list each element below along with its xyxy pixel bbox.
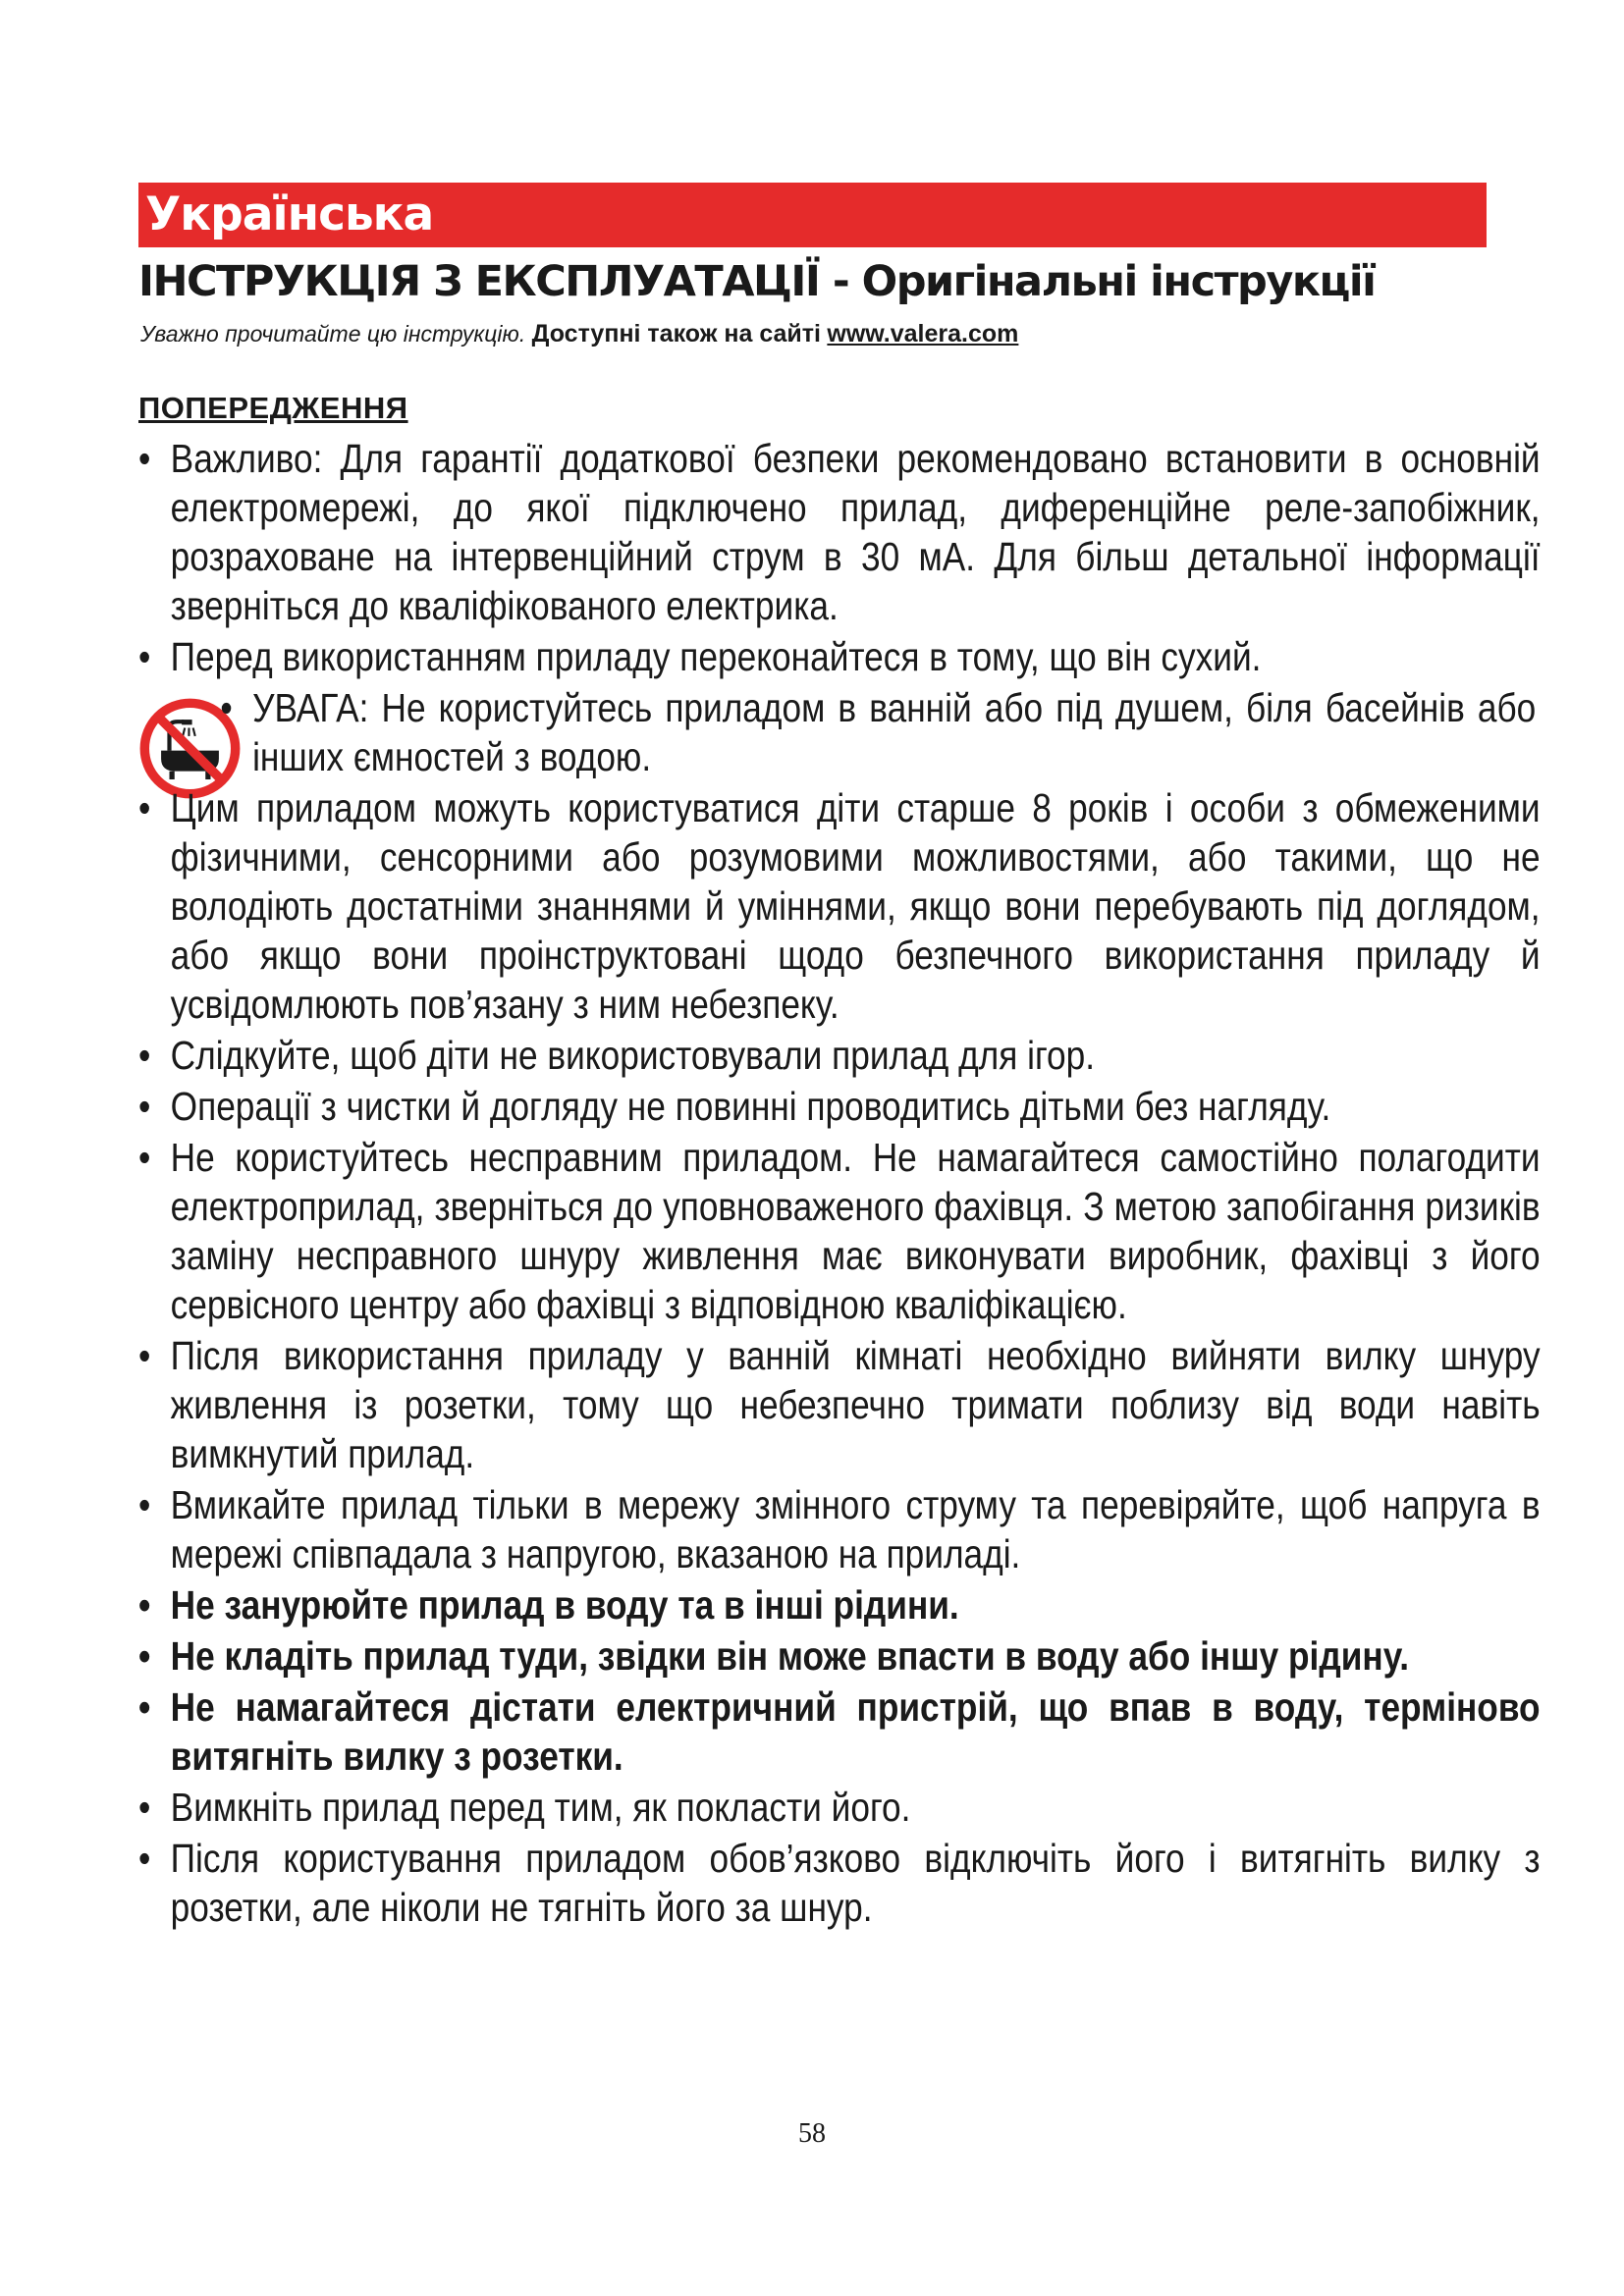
warning-item-bath	[138, 683, 1536, 781]
warning-item-faulty-device	[138, 1133, 1541, 1329]
warnings-heading: ПОПЕРЕДЖЕННЯ	[138, 391, 408, 425]
bullet: •	[138, 1785, 151, 1830]
subtitle	[140, 320, 1018, 348]
available-online-note: Доступні також на сайті	[531, 320, 821, 347]
bullet: •	[138, 634, 151, 679]
warning-text: Цим приладом можуть користуватися діти старше 8 років і особи з обмеженими фізичними, сенсорними або розумовими можливостями, або такими, що не володіють достатніми знаннями й уміннями, якщо вони перебувають під доглядом, або якщо вони проінструктовані щодо безпечного використання приладу й усвідомлюють пов’язану з ним небезпеку.	[170, 785, 1541, 1027]
bullet: •	[138, 1033, 151, 1078]
warning-text: Не кладіть прилад туди, звідки він може впасти в воду або іншу рідину.	[170, 1633, 1410, 1679]
warning-text: Слідкуйте, щоб діти не використовували прилад для ігор.	[170, 1033, 1096, 1078]
warning-text: Перед використанням приладу переконайтеся в тому, що він сухий.	[170, 634, 1262, 679]
page-number: 58	[798, 2118, 826, 2149]
warning-item-unplug-bathroom	[138, 1331, 1541, 1478]
warning-item-residual-current	[138, 434, 1541, 630]
warnings-list	[138, 434, 1541, 1934]
bullet: •	[138, 1333, 151, 1378]
warning-text: Не намагайтеся дістати електричний пристрій, що впав в воду, терміново витягніть вилку з розетки.	[170, 1684, 1541, 1779]
warning-item-fallen-in-water	[138, 1682, 1541, 1781]
warning-item-children-use	[138, 783, 1541, 1029]
language-label: Українська	[145, 187, 434, 241]
warning-item-bath-block	[138, 683, 1537, 781]
warning-item-dry	[138, 632, 1541, 681]
website-link[interactable]: www.valera.com	[827, 320, 1019, 347]
warning-item-placement	[138, 1631, 1541, 1681]
bullet: •	[138, 1836, 151, 1881]
bullet: •	[138, 1482, 151, 1527]
bullet: •	[220, 685, 233, 730]
bullet: •	[138, 785, 151, 830]
warning-text: Після користування приладом обов’язково відключіть його і витягніть вилку з розетки, але ніколи не тягніть його за шнур.	[170, 1836, 1541, 1930]
warning-item-voltage	[138, 1480, 1541, 1578]
warning-item-children-play	[138, 1031, 1541, 1080]
warning-text: Не користуйтесь несправним приладом. Не намагайтеся самостійно полагодити електроприлад, зверніться до уповноваженого фахівця. З метою запобігання ризиків заміну несправного шнуру живлення має виконувати виробник, фахівці з його сервісного центру або фахівці з відповідною кваліфікацією.	[170, 1135, 1541, 1327]
warning-item-switch-off	[138, 1783, 1541, 1832]
bullet: •	[138, 1135, 151, 1180]
warning-item-no-immerse	[138, 1580, 1541, 1629]
warning-text: Після використання приладу у ванній кімнаті необхідно вийняти вилку шнуру живлення із розетки, тому що небезпечно тримати поблизу від води навіть вимкнутий прилад.	[170, 1333, 1541, 1476]
warning-text: Важливо: Для гарантії додаткової безпеки рекомендовано встановити в основній електромережі, до якої підключено прилад, диференційне реле-запобіжник, розраховане на інтервенційний струм в 30 мА. Для більш детальної інформації зверніться до кваліфікованого електрика.	[170, 436, 1541, 628]
warning-item-cleaning	[138, 1082, 1541, 1131]
bullet: •	[138, 1633, 151, 1679]
bullet: •	[138, 1684, 151, 1730]
read-carefully-note: Уважно прочитайте цю інструкцію.	[140, 321, 526, 347]
warning-item-unplug-after-use	[138, 1834, 1541, 1932]
warning-text: Операції з чистки й догляду не повинні проводитись дітьми без нагляду.	[170, 1084, 1331, 1129]
bullet: •	[138, 1084, 151, 1129]
document-title: ІНСТРУКЦІЯ З ЕКСПЛУАТАЦІЇ - Оригінальні інструкції	[138, 257, 1376, 306]
warning-text: УВАГА: Не користуйтесь приладом в ванній або під душем, біля басейнів або інших ємностей з водою.	[252, 685, 1537, 779]
bullet: •	[138, 436, 151, 481]
bullet: •	[138, 1582, 151, 1628]
warning-text: Вимкніть прилад перед тим, як покласти його.	[170, 1785, 911, 1830]
warning-text: Не занурюйте прилад в воду та в інші рідини.	[170, 1582, 959, 1628]
warning-text: Вмикайте прилад тільки в мережу змінного струму та перевіряйте, щоб напруга в мережі співпадала з напругою, вказаною на приладі.	[170, 1482, 1541, 1576]
